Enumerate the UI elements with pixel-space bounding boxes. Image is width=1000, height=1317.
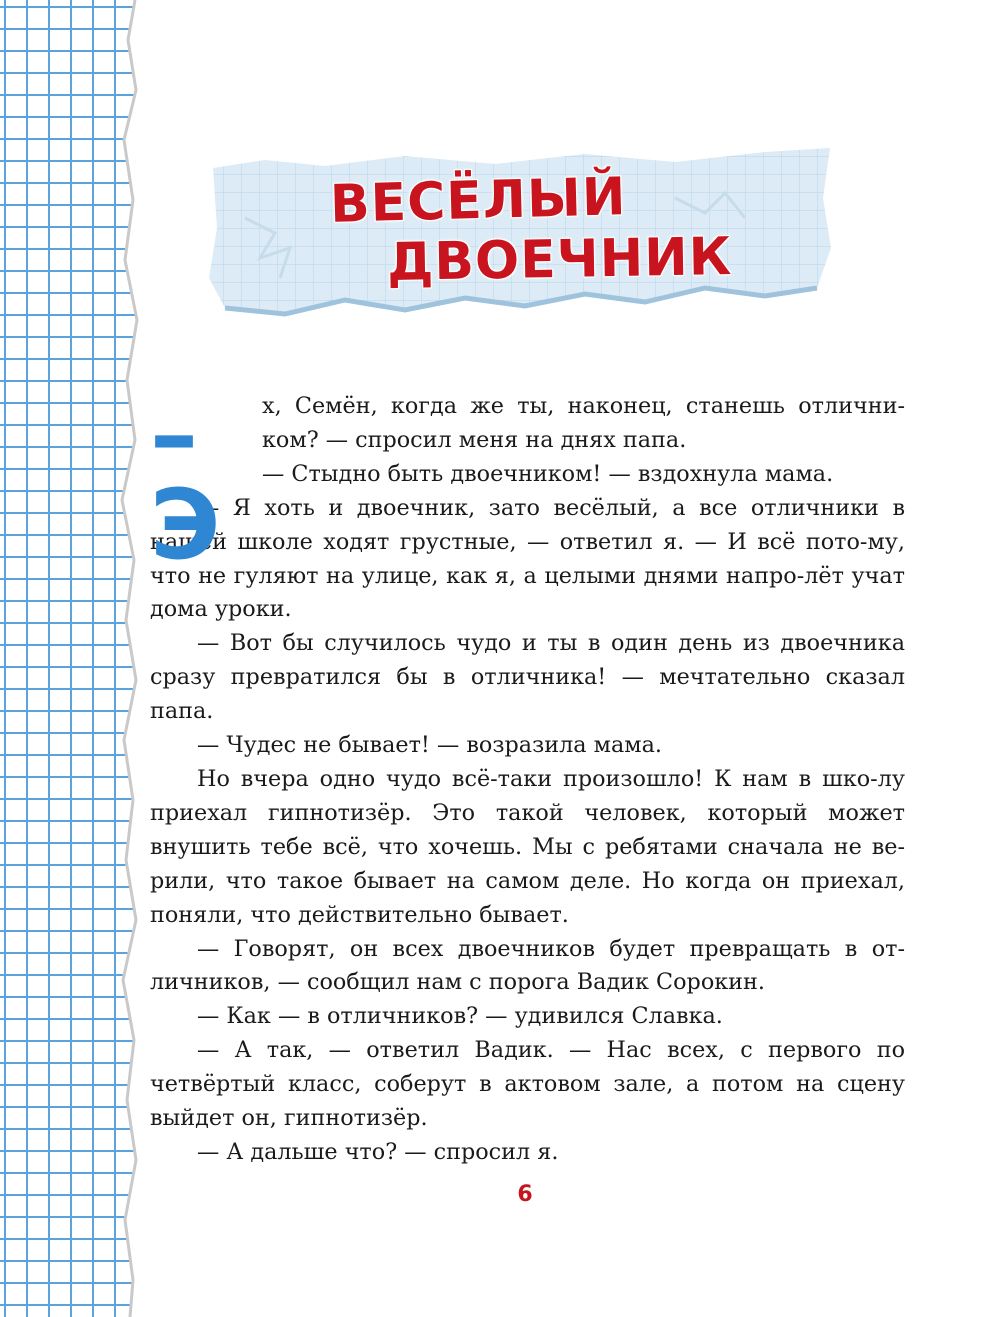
paragraph: — Я хоть и двоечник, зато весёлый, а все отличники в нашей школе ходят грустные, — ответил я. — И всё пото-му, что не гуляют на улице, как я, а целыми днями напро-лёт учат дома уроки. (150, 494, 905, 623)
paragraph: — Стыдно быть двоечником! — вздохнула мама. (262, 460, 834, 487)
paragraph: — А так, — ответил Вадик. — Нас всех, с первого по четвёртый класс, соберут в актовом зале, а потом на сцену выйдет он, гипнотизёр. (150, 1037, 905, 1132)
page-number: 6 (517, 1182, 533, 1207)
paragraph: — Как — в отличников? — удивился Славка. (197, 1003, 723, 1030)
title-line-2: ДВОЕЧНИК (386, 226, 733, 294)
title-line-1: ВЕСЁЛЫЙ (329, 167, 628, 235)
paragraph: — Вот бы случилось чудо и ты в один день из двоечника сразу превратился бы в отличника! — мечтательно сказал папа. (150, 630, 905, 725)
paragraph: — Говорят, он всех двоечников будет превращать в от-личников, — сообщил нам с порога Вадик Сорокин. (150, 935, 905, 996)
paragraph: х, Семён, когда же ты, наконец, станешь отлични-ком? — спросил меня на днях папа. (262, 393, 905, 453)
drop-cap: –Э (150, 379, 221, 581)
paragraph: Но вчера одно чудо всё-таки произошло! К нам в шко-лу приехал гипнотизёр. Это такой человек, который может внушить тебе всё, что хочешь. Мы с ребятами сначала не ве-рили, что такое бывает на самом деле. Но когда он приехал, поняли, что действительно бывает. (150, 765, 905, 928)
paragraph: — Чудес не бывает! — возразила мама. (197, 732, 662, 759)
body-text (150, 379, 905, 1170)
title-banner (205, 138, 835, 338)
paragraph: — А дальше что? — спросил я. (197, 1138, 559, 1165)
